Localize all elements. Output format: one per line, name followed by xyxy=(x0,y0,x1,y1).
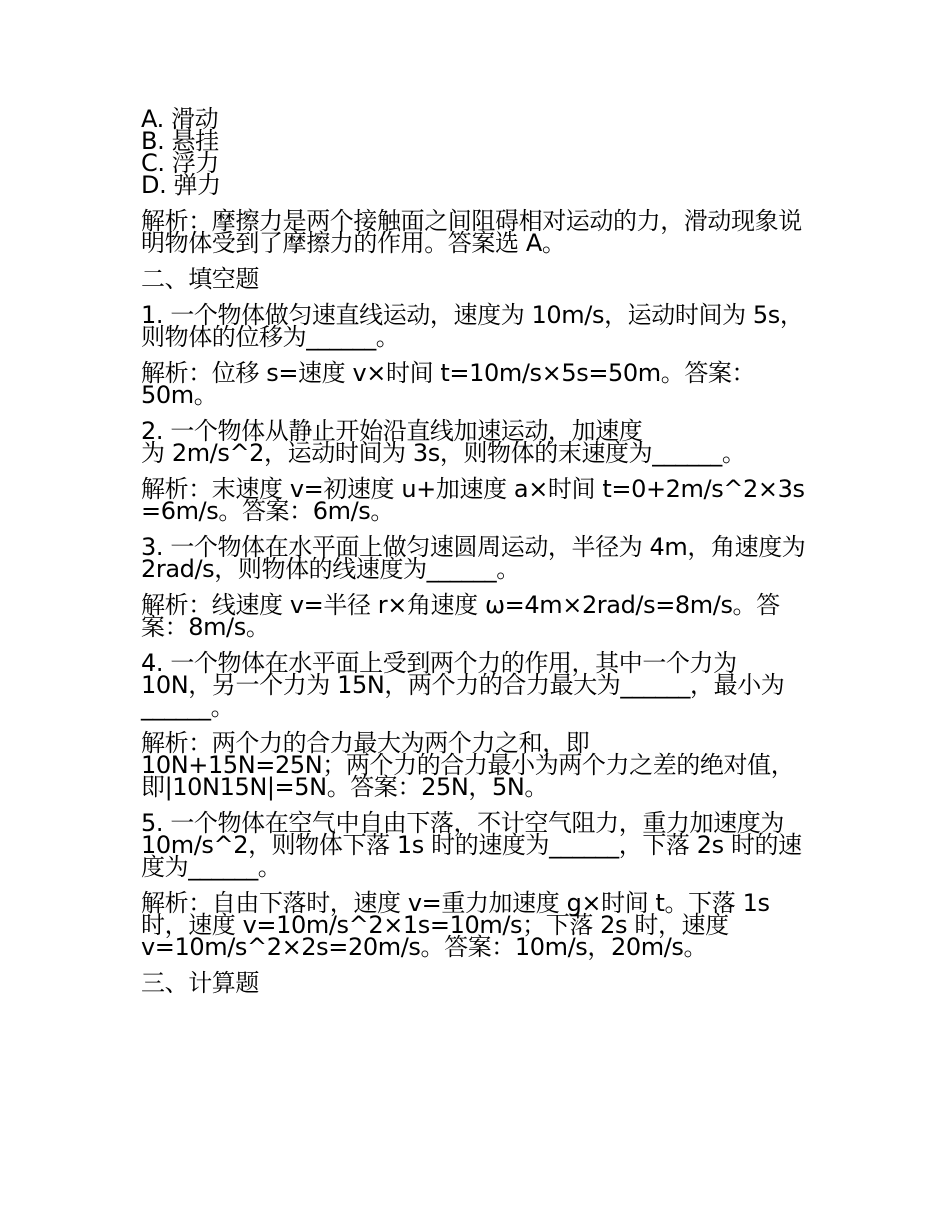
document-page xyxy=(141,105,813,997)
explanation-3: 解析：线速度 v=半径 r×角速度 ω=4m×2rad/s=8m/s。答案：8m/s。 xyxy=(141,591,780,641)
question-1: 1. 一个物体做匀速直线运动，速度为 10m/s，运动时间为 5s，则物体的位移为______。 xyxy=(141,301,804,351)
explanation-4: 解析：两个力的合力最大为两个力之和，即 10N+15N=25N；两个力的合力最小为两个力之差的绝对值，即|10N15N|=5N。答案：25N，5N。 xyxy=(141,729,795,801)
explanation-1: 解析：位移 s=速度 v×时间 t=10m/s×5s=50m。答案：50m。 xyxy=(141,359,756,409)
option-d: D. 弹力 xyxy=(141,171,221,199)
question-3: 3. 一个物体在水平面上做匀速圆周运动，半径为 4m，角速度为 2rad/s，则物体的线速度为______。 xyxy=(141,533,813,583)
question-2: 2. 一个物体从静止开始沿直线加速运动，加速度 为 2m/s^2，运动时间为 3s，则物体的末速度为______。 xyxy=(141,417,746,467)
explanation-2: 解析：末速度 v=初速度 u+加速度 a×时间 t=0+2m/s^2×3s =6m/s。答案：6m/s。 xyxy=(141,475,805,525)
explanation-5: 解析：自由下落时，速度 v=重力加速度 g×时间 t。下落 1s 时，速度 v=10m/s^2×1s=10m/s；下落 2s 时，速度 v=10m/s^2×2s=20m/s。答案：10m/s，20m/s。 xyxy=(141,889,770,961)
answer-options xyxy=(141,105,813,199)
question-4: 4. 一个物体在水平面上受到两个力的作用，其中一个力为 10N，另一个力为 15N，两个力的合力最大为______，最小为______。 xyxy=(141,649,785,721)
question-5: 5. 一个物体在空气中自由下落，不计空气阻力，重力加速度为 10m/s^2，则物体下落 1s 时的速度为______，下落 2s 时的速度为______。 xyxy=(141,809,802,881)
option-c: C. 浮力 xyxy=(141,149,220,177)
section2-heading: 二、填空题 xyxy=(141,265,259,293)
option-b: B. 悬挂 xyxy=(141,127,219,155)
mc-explanation: 解析：摩擦力是两个接触面之间阻碍相对运动的力，滑动现象说明物体受到了摩擦力的作用。答案选 A。 xyxy=(141,207,802,257)
section3-heading: 三、计算题 xyxy=(141,969,259,997)
option-a: A. 滑动 xyxy=(141,105,219,133)
